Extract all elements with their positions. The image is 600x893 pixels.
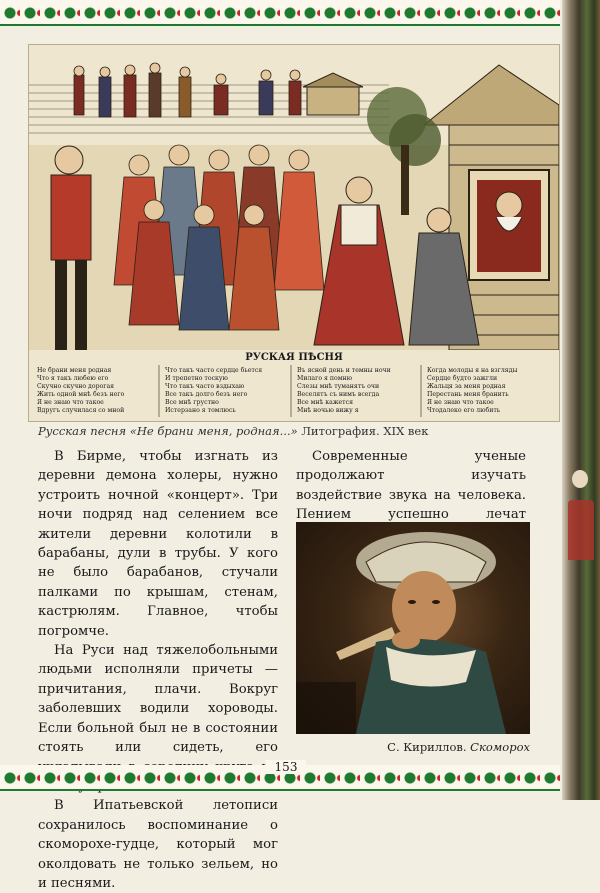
verse-line: Что я такъ любею его (37, 375, 109, 382)
verse-line: Чтодалеко его любить (427, 407, 501, 414)
verse-line: Когда молоды я на взгляды (427, 367, 518, 374)
verse-line: Сердце будто зажгли (427, 375, 498, 382)
verse-line: Слезы мнѣ туманятъ очи (297, 383, 380, 390)
verse-line: Жить одной мнѣ безъ него (37, 391, 125, 398)
left-text-column (38, 447, 278, 893)
verse-line: Веселятъ съ нимъ всегда (297, 391, 380, 398)
caption-rest: Литография. XIX век (297, 424, 429, 438)
verse-line: Я не знаю что такое (427, 399, 494, 406)
verse-line: Милаго я помню (297, 375, 353, 382)
verse-line: Все такъ долго безъ него (165, 391, 248, 398)
verse-line: Что такъ часто вздыхаю (165, 383, 245, 390)
painting-caption (296, 740, 530, 754)
verse-line: Жальця за меня родная (427, 383, 506, 390)
lithograph-banner: РУСКАЯ ПѢСНЯ (245, 352, 343, 363)
lithograph-drawing (29, 45, 559, 421)
verse-line: Все мнѣ грустно (165, 399, 219, 406)
paragraph: В Ипатьевской летописи сохранилось воспоминание о скоморохе-гудце, который мог околдовать не только зельем, но и песнями. (38, 798, 278, 891)
caption-author: С. Кириллов. (387, 740, 471, 754)
paragraph: На Руси над тяжелобольными людьми исполняли причеты — причитания, плачи. Вокруг заболевших водили хороводы. Если больной был не в состоянии стоять или сидеть, его (38, 643, 278, 756)
paragraph: В Бирме, чтобы изгнать из деревни демона холеры, нужно устроить ночной «концерт». Три ночи подряд над селением все жители деревни колотили в барабаны, дули в трубы. У кого не было барабанов, стучали палками по крышам, стенам, кастрюлям. Главное, чтобы погромче. (38, 449, 278, 639)
verse-line: Скучно скучно дорогая (37, 383, 115, 390)
lithograph-caption (38, 424, 558, 438)
verse-line: Мнѣ ночью вижу я (297, 407, 359, 414)
painting-drawing (296, 522, 530, 734)
adjacent-page-edge (562, 0, 600, 800)
verse-line: Истерзано я томлюсь (165, 407, 236, 414)
verse-line: Я не знаю что такое (37, 399, 104, 406)
verse-line: Не брани меня родная (37, 367, 112, 374)
verse-line: Въ ясной день и темны ночи (297, 367, 391, 374)
page-number: 153 (266, 760, 306, 774)
verse-line: Что такъ часто сердце бьется (165, 367, 263, 374)
verse-line: Все мнѣ кажется (297, 399, 353, 406)
paragraph: Современные ученые продолжают изучать воздействие звука на человека. Пением успешно лечат (296, 449, 526, 523)
top-ornament-border (0, 0, 560, 26)
verse-line: Перестань меня бранить (427, 391, 509, 398)
caption-quote: «Не брани меня, родная...» (129, 424, 298, 438)
lithograph-illustration (28, 44, 560, 422)
verse-line: И трепетно тоскую (165, 375, 228, 382)
caption-title: Русская песня (38, 424, 127, 438)
caption-painting-title: Скоморох (470, 740, 530, 754)
verse-line: Вдругъ случилася со мной (37, 407, 125, 414)
skomorokh-painting (296, 522, 530, 734)
